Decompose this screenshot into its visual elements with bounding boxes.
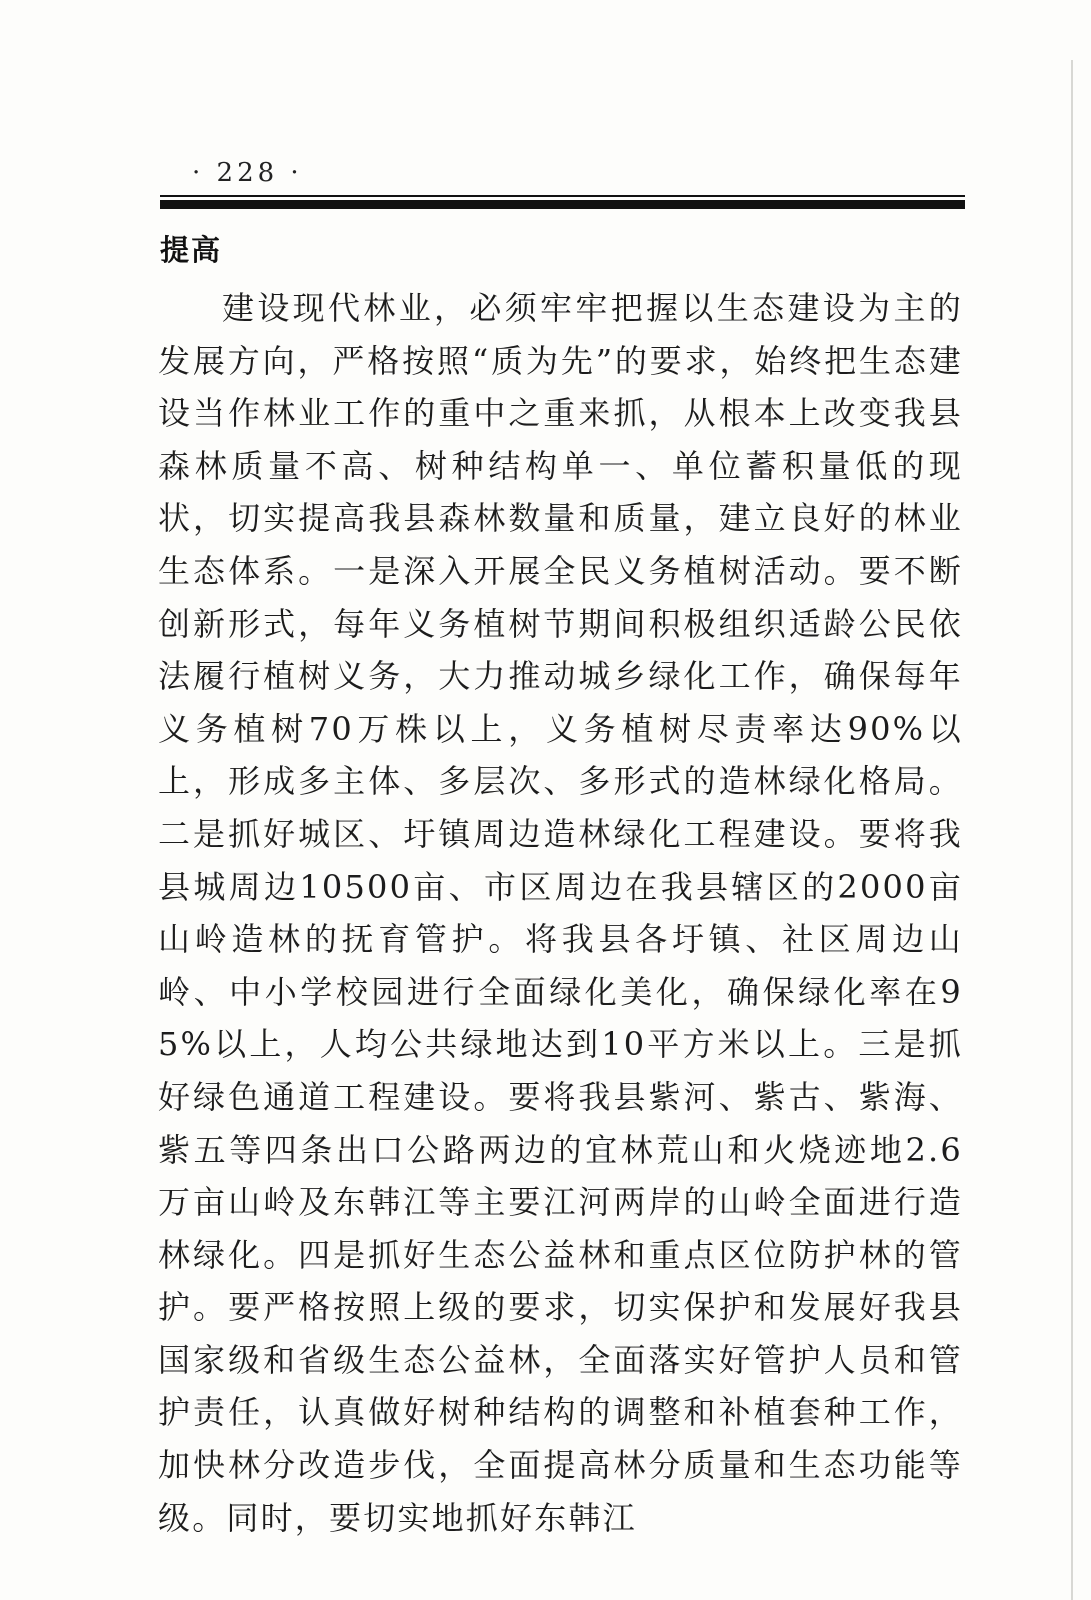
section-heading: 提高: [160, 233, 223, 267]
header-rule-thin: [160, 195, 965, 197]
header-rule-thick: [160, 200, 965, 209]
page-header: [160, 158, 965, 198]
body-paragraph: 建设现代林业，必须牢牢把握以生态建设为主的发展方向，严格按照“质为先”的要求，始终把生态建设当作林业工作的重中之重来抓，从根本上改变我县森林质量不高、树种结构单一、单位蓄积量低的现状，切实提高我县森林数量和质量，建立良好的林业生态体系。一是深入开展全民义务植树活动。要不断创新形式，每年义务植树节期间积极组织适龄公民依法履行植树义务，大力推动城乡绿化工作，确保每年义务植树70万株以上，义务植树尽责率达90%以上，形成多主体、多层次、多形式的造林绿化格局。二是抓好城区、圩镇周边造林绿化工程建设。要将我县城周边10500亩、市区周边在我县辖区的2000亩山岭造林的抚育管护。将我县各圩镇、社区周边山岭、中小学校园进行全面绿化美化，确保绿化率在95%以上，人均公共绿地达到10平方米以上。三是抓好绿色通道工程建设。要将我县紫河、紫古、紫海、紫五等四条出口公路两边的宜林荒山和火烧迹地2.6万亩山岭及东韩江等主要江河两岸的山岭全面进行造林绿化。四是抓好生态公益林和重点区位防护林的管护。要严格按照上级的要求，切实保护和发展好我县国家级和省级生态公益林，全面落实好管护人员和管护责任，认真做好树种结构的调整和补植套种工作，加快林分改造步伐，全面提高林分质量和生态功能等级。同时，要切实地抓好东韩江: [158, 289, 963, 1537]
page-edge-shadow: [1071, 60, 1073, 1600]
page-number: · 228 ·: [192, 158, 303, 188]
